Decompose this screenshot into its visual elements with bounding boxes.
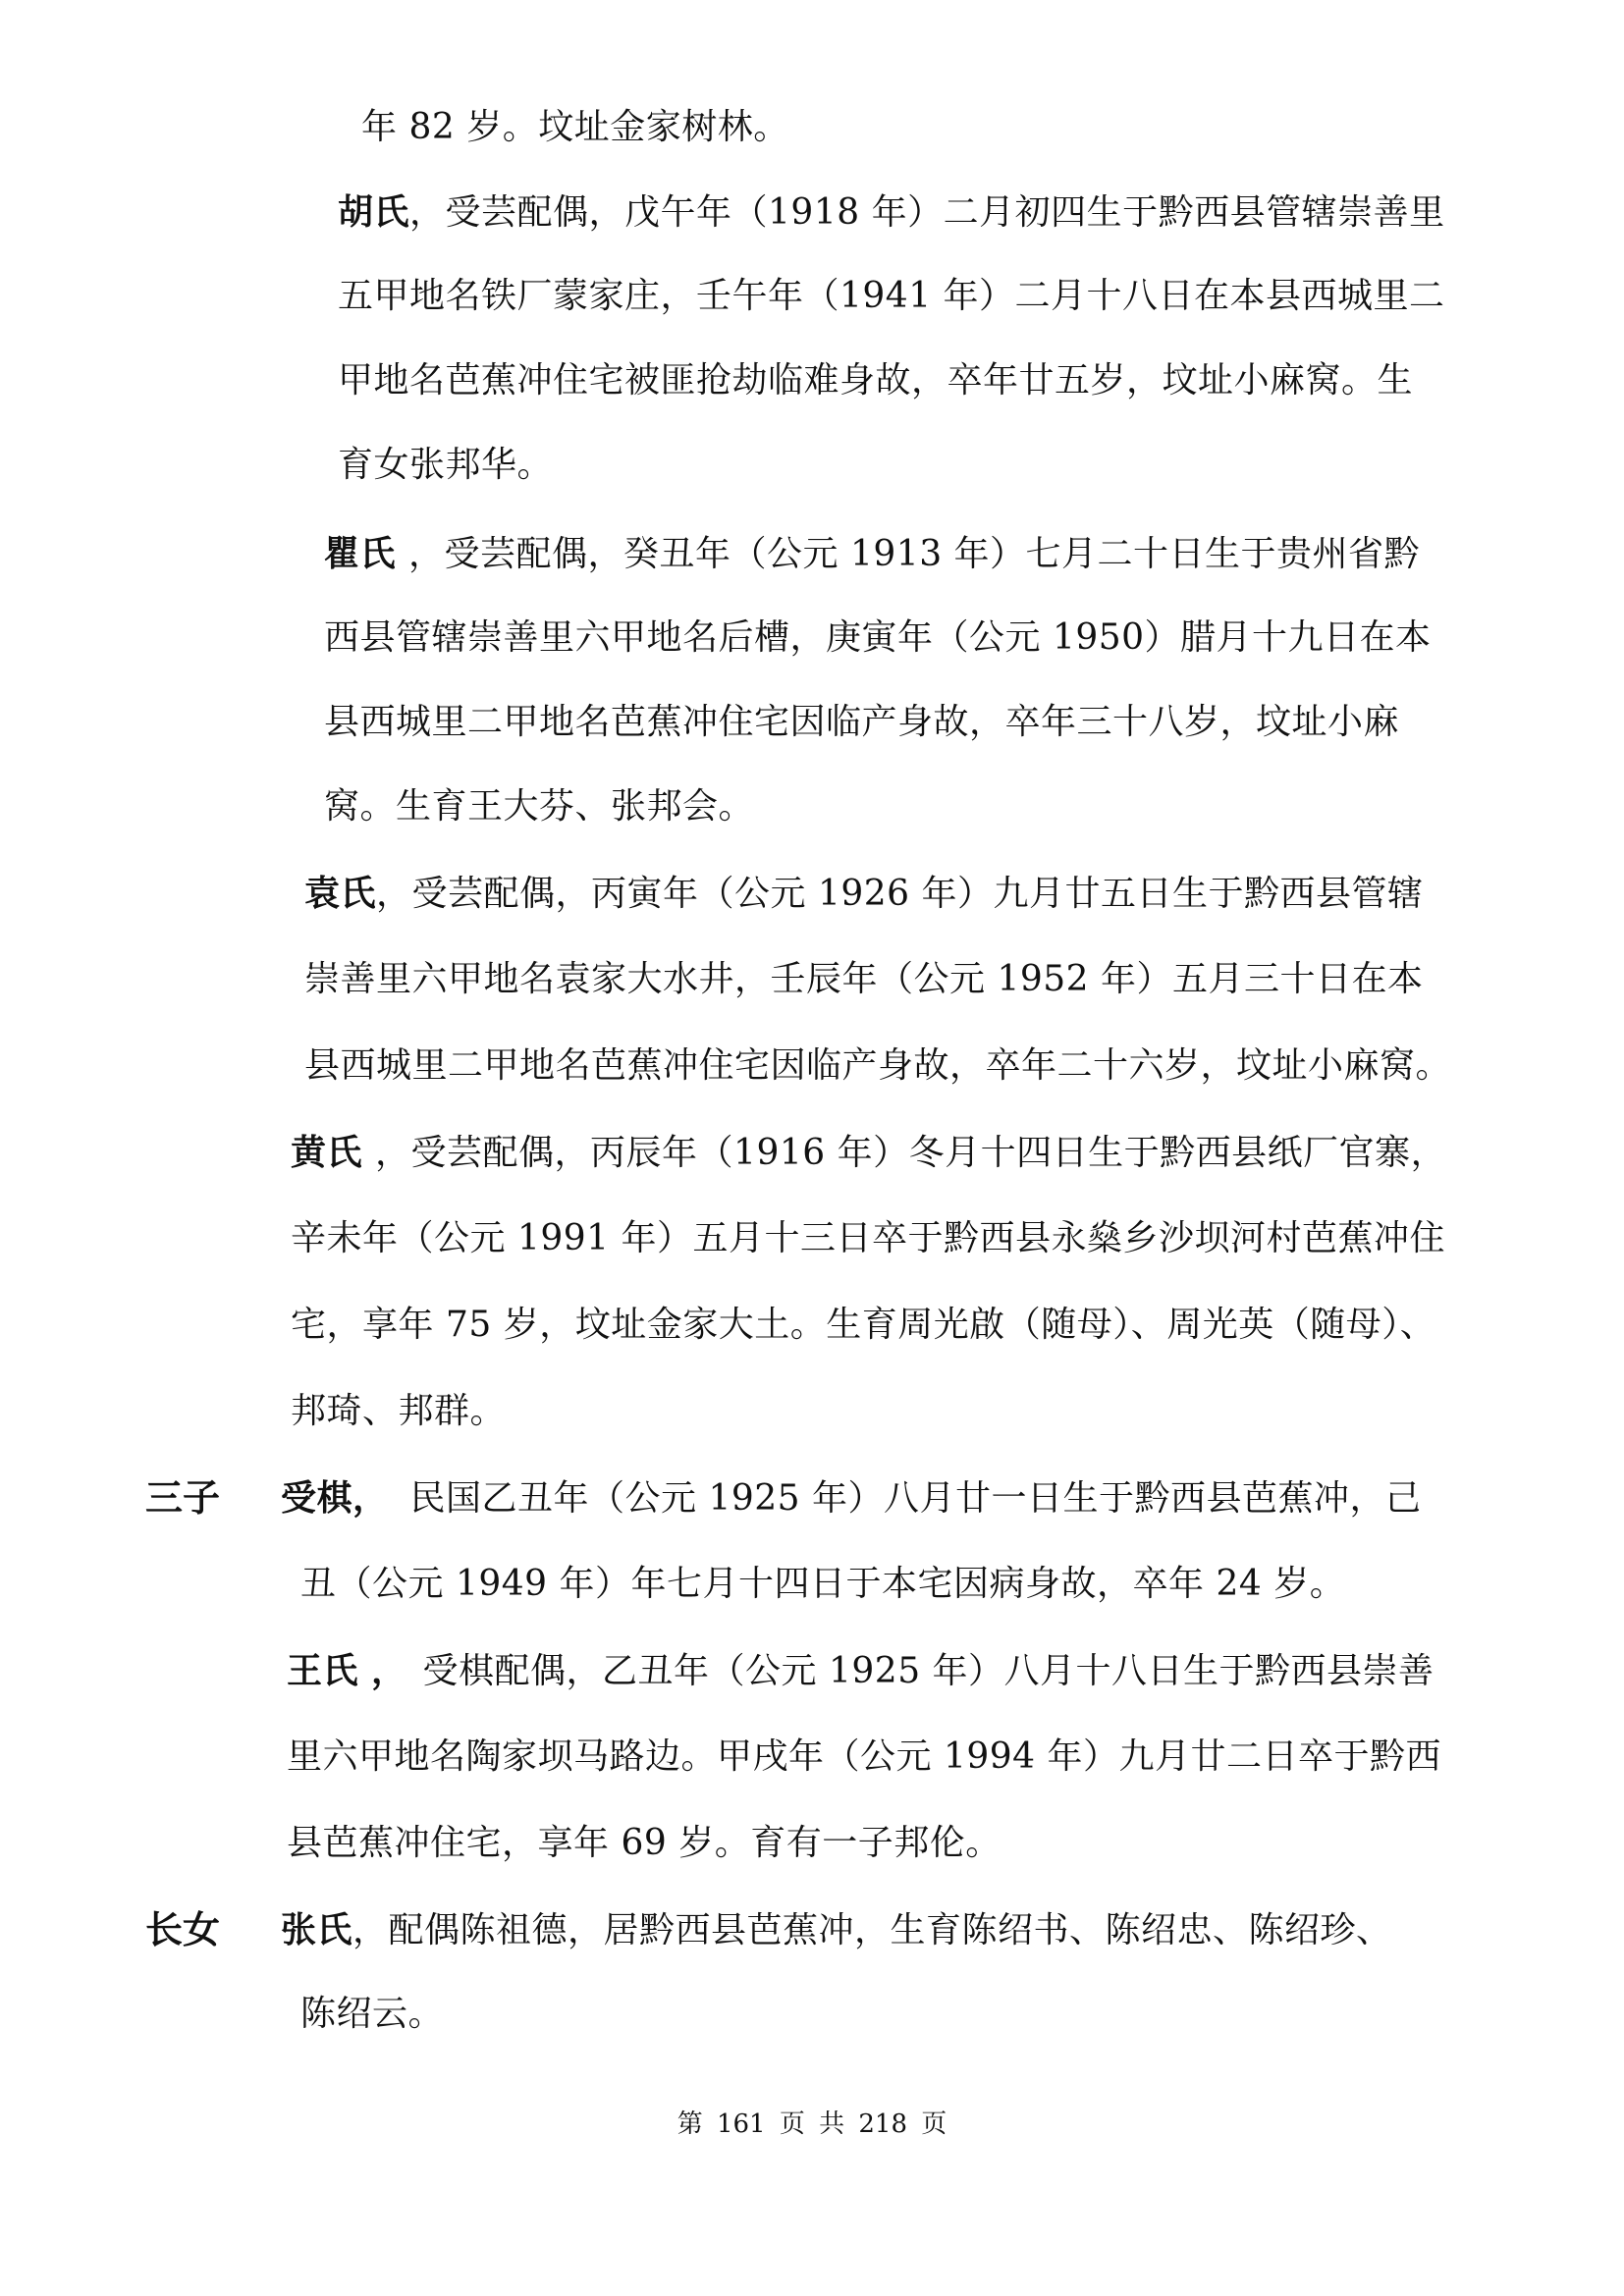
entry-name: 袁氏: [304, 873, 377, 914]
entry-zhang-line-1: [281, 1908, 1392, 1952]
entry-wang-line-3: [287, 1822, 1001, 1865]
entry-text: 陈绍云。: [300, 1994, 445, 2034]
entry-text: 五甲地名铁厂蒙家庄，壬午年（1941 年）二月十八日在本县西城里二: [338, 276, 1445, 316]
entry-wang-line-1: [287, 1649, 1435, 1693]
rank-label: 三子: [145, 1475, 221, 1520]
entry-qu-line-4: [324, 785, 754, 828]
entry-hu-line-3: [338, 359, 1413, 402]
entry-text: 育女张邦华。: [338, 445, 554, 485]
entry-text: 县芭蕉冲住宅，享年 69 岁。育有一子邦伦。: [287, 1823, 1001, 1863]
entry-text: ，受芸配偶，丙辰年（1916 年）冬月十四日生于黔西县纸厂官寨，: [375, 1133, 1447, 1173]
rank-label: 长女: [145, 1907, 221, 1951]
entry-text: ，受芸配偶，癸丑年（公元 1913 年）七月二十日生于贵州省黔: [408, 534, 1421, 574]
entry-text: 邦琦、邦群。: [291, 1391, 507, 1431]
entry-text: ，配偶陈祖德，居黔西县芭蕉冲，生育陈绍书、陈绍忠、陈绍珍、: [352, 1910, 1392, 1950]
entry-hu-line-4: [338, 444, 553, 487]
entry-huang-line-4: [291, 1390, 506, 1433]
entry-text: 里六甲地名陶家坝马路边。甲戌年（公元 1994 年）九月廿二日卒于黔西: [287, 1736, 1442, 1777]
entry-text: ，受芸配偶，丙寅年（公元 1926 年）九月廿五日生于黔西县管辖: [376, 874, 1424, 914]
entry-name: 黄氏: [291, 1132, 376, 1173]
entry-text: 窝。生育王大芬、张邦会。: [324, 786, 755, 827]
page-number-footer: 第 161 页 共 218 页: [677, 2109, 947, 2139]
entry-text: 宅，享年 75 岁，坟址金家大土。生育周光啟（随母）、周光英（随母）、: [291, 1305, 1436, 1345]
entry-text: 县西城里二甲地名芭蕉冲住宅因临产身故，卒年二十六岁，坟址小麻窝。: [304, 1045, 1452, 1086]
entry-text: 崇善里六甲地名袁家大水井，壬辰年（公元 1952 年）五月三十日在本: [304, 959, 1424, 999]
entry-text: 甲地名芭蕉冲住宅被匪抢劫临难身故，卒年廿五岁，坟址小麻窝。生: [338, 360, 1414, 400]
entry-zhang-line-2: [300, 1993, 444, 2036]
entry-text: 辛未年（公元 1991 年）五月十三日卒于黔西县永燊乡沙坝河村芭蕉冲住: [291, 1218, 1446, 1258]
continuation-text: 年 82 岁。坟址金家树林。: [361, 107, 789, 147]
entry-text: 丑（公元 1949 年）年七月十四日于本宅因病身故，卒年 24 岁。: [300, 1564, 1346, 1604]
entry-yuan-line-1: [304, 872, 1424, 916]
entry-shouqi-line-2: [300, 1563, 1345, 1606]
entry-qu-line-2: [324, 616, 1432, 660]
entry-text: ，受芸配偶，戊午年（1918 年）二月初四生于黔西县管辖崇善里: [409, 192, 1445, 233]
entry-hu-line-2: [338, 275, 1445, 318]
entry-text: 县西城里二甲地名芭蕉冲住宅因临产身故，卒年三十八岁，坟址小麻: [324, 702, 1400, 742]
entry-name: 王氏 ，: [287, 1650, 407, 1691]
entry-text: 西县管辖崇善里六甲地名后槽，庚寅年（公元 1950）腊月十九日在本: [324, 617, 1432, 658]
entry-qu-line-3: [324, 701, 1399, 744]
entry-yuan-line-2: [304, 958, 1424, 1001]
entry-huang-line-1: [291, 1131, 1446, 1175]
entry-huang-line-3: [291, 1304, 1435, 1347]
entry-qu-line-1: [324, 532, 1420, 576]
entry-name: 受棋，: [281, 1477, 389, 1519]
entry-name: 张氏: [281, 1909, 353, 1950]
entry-wang-line-2: [287, 1735, 1441, 1779]
entry-text: 民国乙丑年（公元 1925 年）八月廿一日生于黔西县芭蕉冲，己: [409, 1478, 1422, 1519]
entry-shouqi-line-1: [281, 1476, 1422, 1521]
entry-name: 胡氏: [338, 191, 410, 233]
entry-hu-line-1: [338, 190, 1445, 235]
entry-name: 瞿氏: [324, 533, 409, 574]
text-line: [361, 106, 789, 149]
entry-yuan-line-3: [304, 1044, 1451, 1088]
entry-text: 受棋配偶，乙丑年（公元 1925 年）八月十八日生于黔西县崇善: [422, 1651, 1435, 1691]
entry-huang-line-2: [291, 1217, 1445, 1260]
